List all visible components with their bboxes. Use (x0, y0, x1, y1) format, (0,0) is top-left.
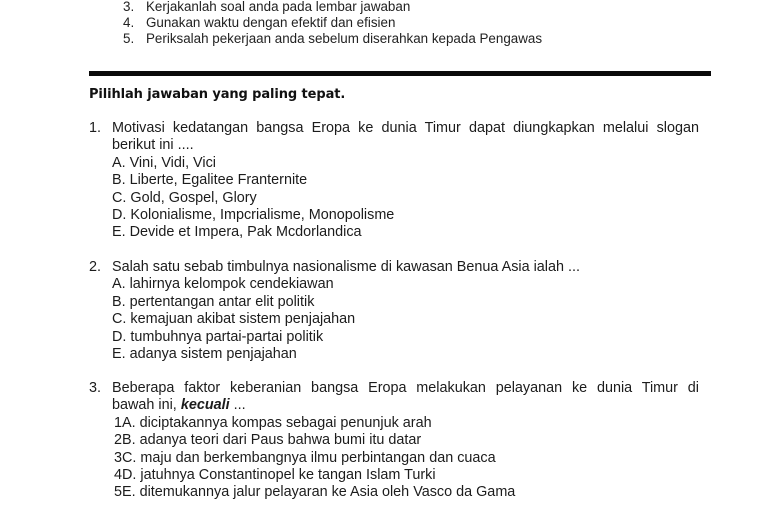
question-text-line: Motivasi kedatangan bangsa Eropa ke dunia Timur dapat diungkapkan melalui slogan (112, 120, 699, 136)
emphasis-kecuali: kecuali (180, 397, 230, 414)
answer-option-a[interactable]: 1A. diciptakannya kompas sebagai penunjuk arah (114, 414, 432, 431)
question-number: 3. (89, 380, 102, 396)
answer-option-b[interactable]: B. Liberte, Egalitee Franternite (112, 172, 308, 189)
answer-option-d[interactable]: 4D. jatuhnya Constantinopel ke tangan Islam Turki (114, 467, 436, 484)
instruction-text: Gunakan waktu dengan efektif dan efisien (146, 15, 396, 31)
question-1 (89, 120, 699, 242)
instruction-item (118, 31, 542, 47)
answer-option-e[interactable]: 5E. ditemukannya jalur pelayaran ke Asia oleh Vasco da Gama (114, 484, 516, 501)
answer-options (89, 155, 699, 242)
question-text-line: Beberapa faktor keberanian bangsa Eropa melakukan pelayanan ke dunia Timur di (112, 380, 699, 396)
answer-option-c[interactable]: C. Gold, Gospel, Glory (112, 189, 257, 206)
question-2 (89, 259, 699, 363)
answer-option-d[interactable]: D. tumbuhnya partai-partai politik (112, 328, 324, 345)
section-heading: Pilihlah jawaban yang paling tepat. (89, 87, 346, 102)
question-number: 2. (89, 259, 102, 275)
answer-option-e[interactable]: E. Devide et Impera, Pak Mcdorlandica (112, 224, 362, 241)
answer-options (89, 415, 699, 502)
instruction-item (118, 15, 542, 31)
answer-option-a[interactable]: A. lahirnya kelompok cendekiawan (112, 276, 334, 293)
question-number: 1. (89, 120, 102, 136)
answer-option-c[interactable]: 3C. maju dan berkembangnya ilmu perbintangan dan cuaca (114, 449, 496, 466)
instruction-number: 5. (123, 31, 135, 47)
instruction-number: 3. (123, 0, 135, 14)
answer-option-a[interactable]: A. Vini, Vidi, Vici (112, 154, 216, 171)
section-divider (89, 71, 711, 76)
question-text-prefix: bawah ini, (112, 397, 181, 414)
answer-option-b[interactable]: B. pertentangan antar elit politik (112, 293, 315, 310)
question-text-line: berikut ini .... (112, 137, 194, 154)
question-3 (89, 380, 699, 502)
answer-option-e[interactable]: E. adanya sistem penjajahan (112, 346, 297, 363)
question-text-line (112, 397, 246, 413)
answer-option-c[interactable]: C. kemajuan akibat sistem penjajahan (112, 311, 356, 328)
question-text-suffix: ... (229, 397, 246, 414)
instruction-number: 4. (123, 15, 135, 31)
answer-option-b[interactable]: 2B. adanya teori dari Paus bahwa bumi itu datar (114, 432, 422, 449)
instructions-list (118, 0, 542, 48)
instruction-text: Periksalah pekerjaan anda sebelum diserahkan kepada Pengawas (146, 31, 543, 47)
question-text-line: Salah satu sebab timbulnya nasionalisme di kawasan Benua Asia ialah ... (112, 259, 580, 275)
instruction-text: Kerjakanlah soal anda pada lembar jawaban (146, 0, 411, 14)
answer-option-d[interactable]: D. Kolonialisme, Impcrialisme, Monopolisme (112, 207, 395, 224)
answer-options (89, 276, 699, 363)
instruction-item (118, 0, 542, 15)
